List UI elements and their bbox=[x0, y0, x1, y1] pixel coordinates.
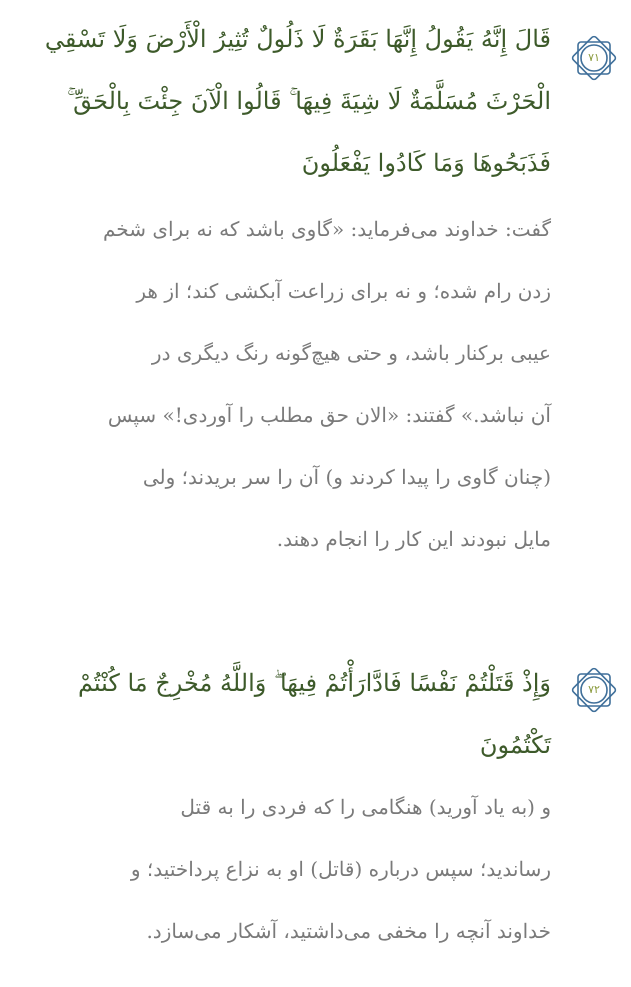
verse-number-ornament-icon bbox=[566, 662, 622, 718]
translation-text bbox=[0, 776, 551, 962]
translation-line: آن نباشد.» گفتند: «الان حق مطلب را آوردی!» سپس bbox=[107, 403, 551, 427]
translation-line: گفت: خداوند می‌فرماید: «گاوی باشد که نه برای شخم bbox=[102, 217, 551, 241]
arabic-text bbox=[0, 8, 551, 194]
translation-line: (چنان گاوی را پیدا کردند و) آن را سر بریدند؛ ولی bbox=[142, 465, 551, 489]
translation-line: مایل نبودند این کار را انجام دهند. bbox=[276, 527, 551, 551]
arabic-text bbox=[0, 652, 551, 776]
translation-line: عیبی برکنار باشد، و حتی هیچ‌گونه رنگ دیگری در bbox=[151, 341, 551, 365]
arabic-line: وَإِذْ قَتَلْتُمْ نَفْسًا فَادَّارَأْتُمْ فِيهَا ۖ وَاللَّهُ مُخْرِجٌ مَا كُنْتُمْ bbox=[77, 669, 551, 697]
translation-line: خداوند آنچه را مخفی می‌داشتید، آشکار می‌سازد. bbox=[146, 919, 551, 943]
verse-number: ۷۲ bbox=[588, 683, 600, 696]
translation-text bbox=[0, 198, 551, 570]
verse-number-ornament-icon bbox=[566, 30, 622, 86]
arabic-line: قَالَ إِنَّهُ يَقُولُ إِنَّهَا بَقَرَةٌ لَا ذَلُولٌ تُثِيرُ الْأَرْضَ وَلَا تَسْقِي bbox=[44, 25, 551, 53]
arabic-line: الْحَرْثَ مُسَلَّمَةٌ لَا شِيَةَ فِيهَا ۚ قَالُوا الْآنَ جِئْتَ بِالْحَقِّ ۚ bbox=[67, 87, 551, 115]
verse-number: ۷۱ bbox=[588, 51, 600, 64]
translation-line: و (به یاد آورید) هنگامی را که فردی را به قتل bbox=[180, 795, 551, 819]
translation-line: زدن رام شده؛ و نه برای زراعت آبکشی کند؛ از هر bbox=[136, 279, 551, 303]
translation-line: رساندید؛ سپس درباره (قاتل) او به نزاع پرداختید؛ و bbox=[130, 857, 551, 881]
arabic-line: فَذَبَحُوهَا وَمَا كَادُوا يَفْعَلُونَ bbox=[301, 149, 551, 177]
arabic-line: تَكْتُمُونَ bbox=[479, 731, 551, 759]
